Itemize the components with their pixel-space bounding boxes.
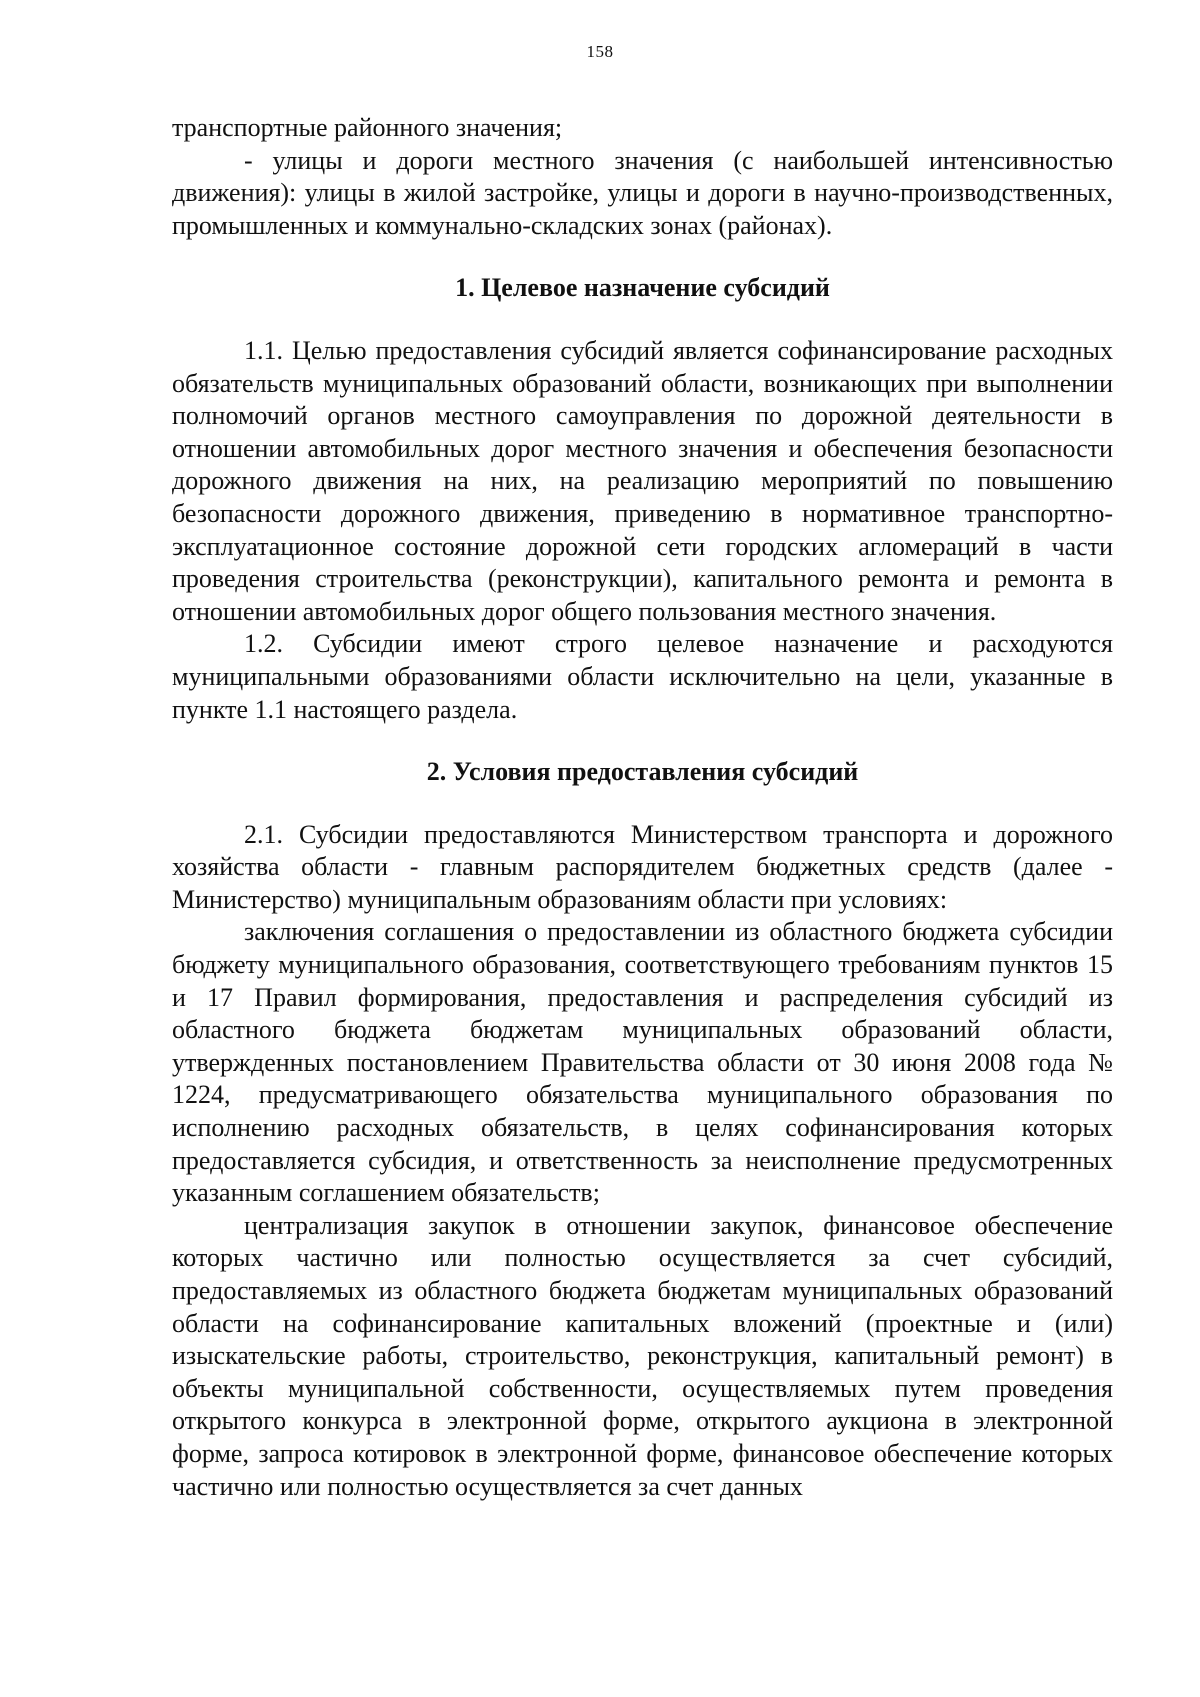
- section-2-paragraph-2: заключения соглашения о предоставлении из областного бюджета субсидии бюджету муниципального образования, соответствующего требованиям пунктов 15 и 17 Правил формирования, предоставления и распределения субсидий из областного бюджета бюджетам муниципальных образований области, утвержденных постановлением Правительства области от 30 июня 2008 года № 1224, предусматривающего обязательства муниципального образования по исполнению расходных обязательств, в целях софинансирования которых предоставляется субсидия, и ответственность за неисполнение предусмотренных указанным соглашением обязательств;: [172, 917, 1113, 1208]
- page-number: 158: [586, 42, 614, 61]
- section-1-heading: 1. Целевое назначение субсидий: [455, 273, 830, 303]
- section-1-paragraph-1: 1.1. Целью предоставления субсидий является софинансирование расходных обязательств муниципальных образований области, возникающих при выполнении полномочий органов местного самоуправления по дорожной деятельности в отношении автомобильных дорог местного значения и обеспечения безопасности дорожного движения на них, на реализацию мероприятий по повышению безопасности дорожного движения, приведению в нормативное транспортно-эксплуатационное состояние дорожной сети городских агломераций в части проведения строительства (реконструкции), капитального ремонта и ремонта в отношении автомобильных дорог общего пользования местного значения.: [172, 335, 1113, 626]
- paragraph-top-1: транспортные районного значения;: [172, 113, 563, 142]
- section-1-paragraph-2: 1.2. Субсидии имеют строго целевое назначение и расходуются муниципальными образованиями области исключительно на цели, указанные в пункте 1.1 настоящего раздела.: [172, 629, 1113, 724]
- document-body: [172, 112, 1113, 1503]
- section-2-paragraph-1: 2.1. Субсидии предоставляются Министерством транспорта и дорожного хозяйства области - главным распорядителем бюджетных средств (далее - Министерство) муниципальным образованиям области при условиях:: [172, 819, 1113, 914]
- section-2-heading: 2. Условия предоставления субсидий: [426, 757, 859, 787]
- paragraph-top-2: - улицы и дороги местного значения (с наибольшей интенсивностью движения): улицы в жилой застройке, улицы и дороги в научно-производственных, промышленных и коммунально-складских зонах (районах).: [172, 145, 1113, 240]
- section-2-paragraph-3: централизация закупок в отношении закупок, финансовое обеспечение которых частично или полностью осуществляется за счет субсидий, предоставляемых из областного бюджета бюджетам муниципальных образований области на софинансирование капитальных вложений (проектные и (или) изыскательские работы, строительство, реконструкция, капитальный ремонт) в объекты муниципальной собственности, осуществляемых путем проведения открытого конкурса в электронной форме, открытого аукциона в электронной форме, запроса котировок в электронной форме, финансовое обеспечение которых частично или полностью осуществляется за счет данных: [172, 1210, 1113, 1501]
